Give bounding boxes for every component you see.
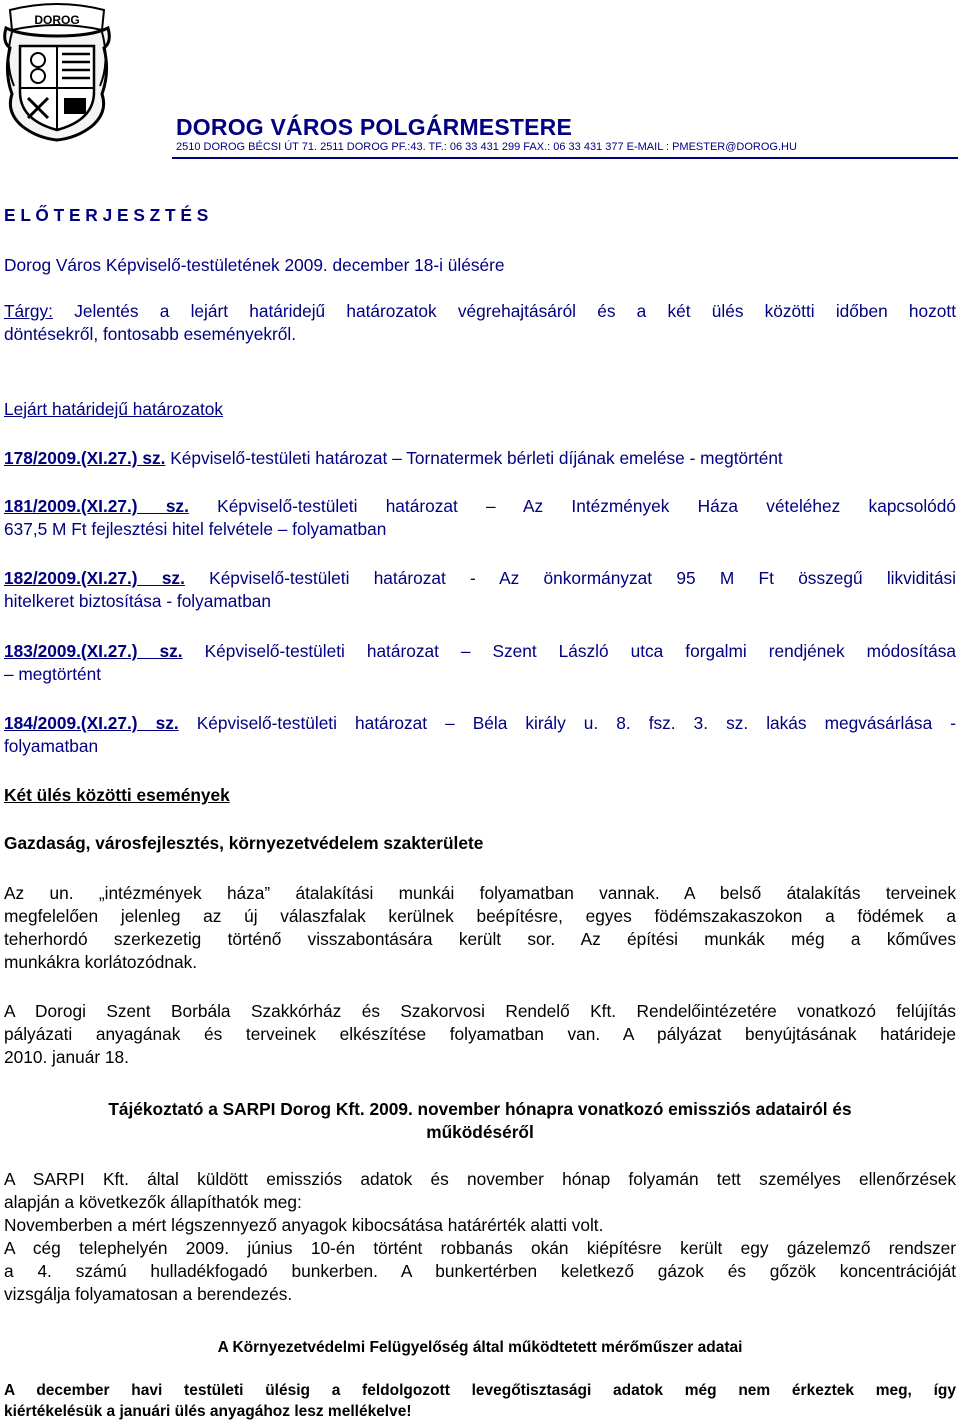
resolution-line-1	[4, 640, 956, 663]
resolution-item	[4, 640, 956, 686]
crest-banner-text: DOROG	[34, 13, 80, 27]
resolution-item	[4, 712, 956, 758]
inspectorate-heading: A Környezetvédelmi Felügyelőség által működtetett mérőműszer adatai	[217, 1339, 743, 1356]
paragraph-line: 2010. január 18.	[4, 1047, 129, 1067]
paragraph-line: teherhordó szerkezetig történő visszabontására került sor. Az építési munkák még a kőműves	[4, 929, 956, 949]
final-note	[4, 1380, 956, 1422]
paragraph-line: A cég telephelyén 2009. június 10-én történt robbanás okán kiépítésre került egy gázelemző rendszer	[4, 1238, 956, 1258]
sarpi-heading	[4, 1098, 956, 1144]
resolution-line-1	[4, 712, 956, 735]
document-type-heading: E L Ő T E R J E S Z T É S	[4, 205, 209, 225]
paragraph-line: a 4. számú hulladékfogadó bunkerben. A bunkertérben keletkező gázok és gőzök koncentrációját	[4, 1261, 956, 1281]
resolution-text: Képviselő-testületi határozat – Béla király u. 8. fsz. 3. sz. lakás megvásárlása -	[178, 713, 956, 733]
resolution-text: Képviselő-testületi határozat – Az Intézmények Háza vételéhez kapcsolódó	[188, 496, 956, 516]
resolution-text: Képviselő-testületi határozat – Tornatermek bérleti díjának emelése - megtörtént	[165, 448, 783, 468]
resolution-text: Képviselő-testületi határozat – Szent László utca forgalmi rendjének módosítása	[182, 641, 956, 661]
sarpi-heading-line-1: Tájékoztató a SARPI Dorog Kft. 2009. november hónapra vonatkozó emissziós adatairól és	[108, 1099, 852, 1119]
subject-line-1	[4, 300, 956, 323]
paragraph-line: munkákra korlátozódnak.	[4, 952, 198, 972]
resolution-ref: 183/2009.(XI.27.) sz.	[4, 641, 183, 661]
subject-block	[4, 300, 956, 346]
resolution-ref: 178/2009.(XI.27.) sz.	[4, 448, 166, 468]
resolution-line-1	[4, 567, 956, 590]
sarpi-heading-line-2: működéséről	[426, 1122, 534, 1142]
paragraph-sarpi	[4, 1168, 956, 1306]
paragraph-hospital	[4, 1000, 956, 1069]
dorog-crest-logo	[2, 2, 112, 142]
paragraph-institutions-house	[4, 882, 956, 974]
final-note-line-2: kiértékelésük a januári ülés anyagához lesz mellékelve!	[4, 1403, 412, 1420]
paragraph-line: pályázati anyagának és terveinek elkészítése folyamatban van. A pályázat benyújtásának határideje	[4, 1024, 956, 1044]
resolution-line-2: folyamatban	[4, 736, 99, 756]
resolution-line-2: 637,5 M Ft fejlesztési hitel felvétele – folyamatban	[4, 519, 387, 539]
resolution-ref: 184/2009.(XI.27.) sz.	[4, 713, 179, 733]
paragraph-line: A Dorogi Szent Borbála Szakkórház és Szakorvosi Rendelő Kft. Rendelőintézetére vonatkozó felújítás	[4, 1001, 956, 1021]
header-divider	[172, 157, 958, 159]
events-heading: Két ülés közötti események	[4, 785, 230, 805]
resolution-ref: 181/2009.(XI.27.) sz.	[4, 496, 189, 516]
meeting-line: Dorog Város Képviselő-testületének 2009. december 18-i ülésére	[4, 255, 505, 275]
resolution-line-1	[4, 495, 956, 518]
issuer-title: DOROG VÁROS POLGÁRMESTERE	[176, 114, 573, 140]
paragraph-line: Novemberben a mért légszennyező anyagok kibocsátása határérték alatti volt.	[4, 1215, 604, 1235]
expired-resolutions-heading: Lejárt határidejű határozatok	[4, 399, 224, 419]
subject-label: Tárgy:	[4, 301, 53, 321]
paragraph-line: Az un. „intézmények háza” átalakítási munkái folyamatban vannak. A belső átalakítás terveinek	[4, 883, 956, 903]
paragraph-line: alapján a következők állapíthatók meg:	[4, 1192, 302, 1212]
resolution-text: Képviselő-testületi határozat - Az önkormányzat 95 M Ft összegű likviditási	[184, 568, 956, 588]
subject-text-1: Jelentés a lejárt határidejű határozatok végrehajtásáról és a két ülés közötti időben hozott	[52, 301, 956, 321]
final-note-line-1: A december havi testületi ülésig a feldolgozott levegőtisztasági adatok még nem érkeztek meg, így	[4, 1382, 956, 1399]
paragraph-line: A SARPI Kft. által küldött emissziós adatok és november hónap folyamán tett személyes ellenőrzések	[4, 1169, 956, 1189]
resolution-line-2: hitelkeret biztosítása - folyamatban	[4, 591, 272, 611]
economy-subheading: Gazdaság, városfejlesztés, környezetvédelem szakterülete	[4, 833, 484, 853]
subject-line-2: döntésekről, fontosabb eseményekről.	[4, 324, 297, 344]
paragraph-line: megfelelően jelenleg az új válaszfalak kerülnek beépítésre, egyes födémszakaszokon a födémek a	[4, 906, 956, 926]
resolution-item	[4, 495, 956, 541]
resolution-item	[4, 447, 956, 470]
resolution-line-2: – megtörtént	[4, 664, 102, 684]
resolution-ref: 182/2009.(XI.27.) sz.	[4, 568, 185, 588]
resolution-item	[4, 567, 956, 613]
issuer-contact-line: 2510 DOROG BÉCSI ÚT 71. 2511 DOROG PF.:43. TF.: 06 33 431 299 FAX.: 06 33 431 377 E-MAIL : PMESTER@DOROG.HU	[176, 141, 797, 153]
paragraph-line: vizsgálja folyamatosan a berendezés.	[4, 1284, 293, 1304]
